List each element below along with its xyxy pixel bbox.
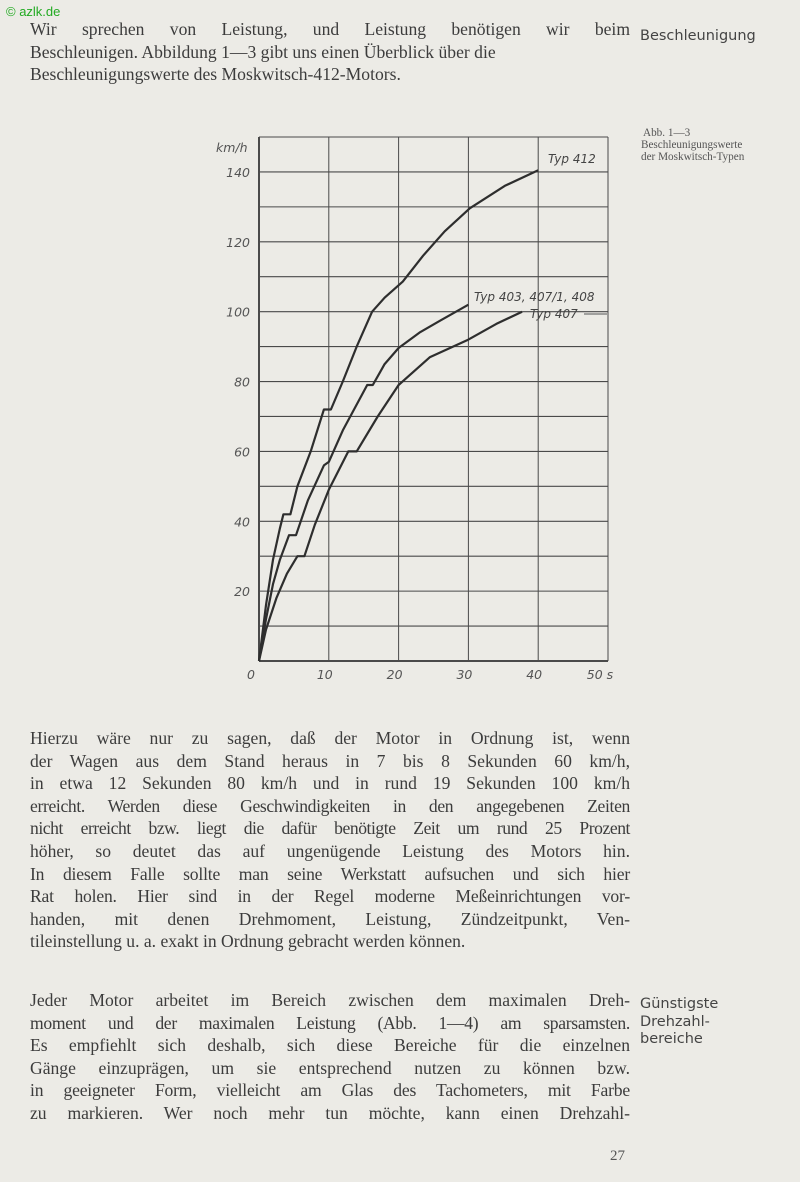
margin-heading-drehzahlbereiche xyxy=(640,996,718,1049)
margin-heading-line: Drehzahl- xyxy=(640,1013,710,1030)
y-tick-label: 120 xyxy=(226,234,250,250)
text-line: in etwa 12 Sekunden 80 km/h und in rund 19 Sekunden 100 km/h xyxy=(30,773,630,794)
text-line: erreicht. Werden diese Geschwindigkeiten in den angegebenen Zeiten xyxy=(30,795,630,816)
chart-grid xyxy=(259,137,608,661)
margin-heading-beschleunigung: Beschleunigung xyxy=(640,28,756,44)
paragraph-acceleration-values xyxy=(30,727,630,953)
margin-heading-line: Günstigste xyxy=(640,996,719,1012)
y-tick-label: 80 xyxy=(234,374,250,390)
text-line: in geeigneter Form, vielleicht am Glas des Tachometers, mit Farbe xyxy=(30,1080,630,1101)
text-line: moment und der maximalen Leistung (Abb. 1—4) am sparsamsten. xyxy=(30,1012,630,1033)
x-tick-label: 0 xyxy=(247,667,255,682)
legend-label-typ-412: Typ 412 xyxy=(548,152,596,166)
text-line: der Wagen aus dem Stand heraus in 7 bis 8 Sekunden 60 km/h, xyxy=(30,750,630,771)
text-line: nicht erreicht bzw. liegt die dafür benötigte Zeit um rund 25 Prozent xyxy=(30,818,630,839)
y-tick-label: 100 xyxy=(226,304,250,320)
legend-label-typ-403-407-1-408: Typ 403, 407/1, 408 xyxy=(474,290,595,304)
margin-heading-line: bereiche xyxy=(640,1031,703,1047)
x-tick-label: 30 xyxy=(456,667,473,682)
x-tick-label: 40 xyxy=(526,667,543,682)
text-line: höher, so deutet das auf ungenügende Leistung des Motors hin. xyxy=(30,840,630,861)
text-line: Rat holen. Hier sind in der Regel moderne Meßeinrichtungen vor- xyxy=(30,886,630,907)
caption-line: der Moskwitsch-Typen xyxy=(641,151,745,163)
text-line: In diesem Falle sollte man seine Werkstatt aufsuchen und sich hier xyxy=(30,863,630,884)
chart-ticks xyxy=(226,165,614,682)
text-line: Beschleunigungswerte des Moskwitsch-412-Motors. xyxy=(30,64,401,85)
text-line: Hierzu wäre nur zu sagen, daß der Motor in Ordnung ist, wenn xyxy=(30,728,630,748)
y-tick-label: 20 xyxy=(234,584,250,600)
x-tick-label: 50 s xyxy=(586,667,614,682)
caption-label: Abb. 1—3 xyxy=(643,127,691,139)
y-tick-label: 40 xyxy=(234,514,250,530)
y-axis-unit-label: km/h xyxy=(216,140,248,155)
paragraph-rpm-ranges xyxy=(30,989,630,1125)
y-tick-label: 140 xyxy=(226,164,250,180)
y-tick-label: 60 xyxy=(234,444,250,460)
text-line: tileinstellung u. a. exakt in Ordnung gebracht werden können. xyxy=(30,931,466,952)
text-line: zu markieren. Wer noch mehr tun möchte, kann einen Drehzahl- xyxy=(30,1102,630,1123)
text-line: Es empfiehlt sich deshalb, sich diese Bereiche für die einzelnen xyxy=(30,1035,630,1056)
x-tick-label: 10 xyxy=(316,667,333,682)
text-line: Jeder Motor arbeitet im Bereich zwischen dem maximalen Dreh- xyxy=(30,990,630,1010)
watermark: © azlk.de xyxy=(6,4,61,19)
page-number: 27 xyxy=(610,1148,625,1164)
text-line: Gänge einzuprägen, um sie entsprechend nutzen zu können bzw. xyxy=(30,1057,630,1078)
x-tick-label: 20 xyxy=(386,667,403,682)
series-line-typ-403-407-1-408 xyxy=(259,305,468,661)
text-line: Wir sprechen von Leistung, und Leistung benötigen wir beim xyxy=(30,19,630,39)
legend-label-typ-407: Typ 407 xyxy=(530,307,578,321)
text-line: handen, mit denen Drehmoment, Leistung, Zündzeitpunkt, Ven- xyxy=(30,908,630,929)
caption-line: Beschleunigungswerte xyxy=(641,139,743,151)
text-line: Beschleunigen. Abbildung 1—3 gibt uns einen Überblick über die xyxy=(30,41,496,62)
